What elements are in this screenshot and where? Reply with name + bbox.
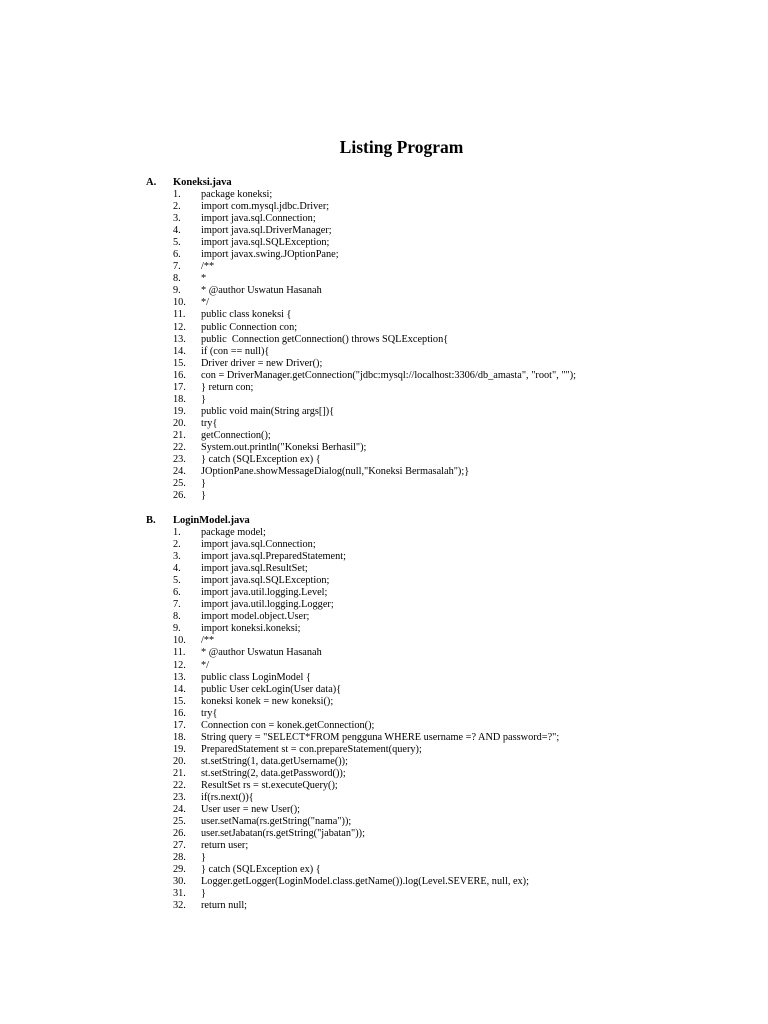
code-line <box>0 249 768 261</box>
line-code: import java.sql.PreparedStatement; <box>201 551 346 563</box>
line-number: 24. <box>173 804 186 816</box>
code-line <box>0 647 768 659</box>
line-code: try{ <box>201 707 218 719</box>
line-number: 18. <box>173 731 186 743</box>
line-number: 21. <box>173 767 186 779</box>
line-code: con = DriverManager.getConnection("jdbc:mysql://localhost:3306/db_amasta", "root", ""); <box>201 369 577 381</box>
line-code: return null; <box>201 900 248 912</box>
line-number: 26. <box>173 490 186 502</box>
line-number: 24. <box>173 466 186 478</box>
code-line <box>0 454 768 466</box>
line-number: 26. <box>173 828 186 840</box>
line-code: * <box>201 273 207 285</box>
line-code: import java.sql.Connection; <box>201 539 316 551</box>
code-line <box>0 442 768 454</box>
code-line <box>0 201 768 213</box>
line-number: 12. <box>173 321 186 333</box>
line-code: public void main(String args[]){ <box>201 405 335 417</box>
code-line <box>0 840 768 852</box>
line-number: 7. <box>173 261 181 273</box>
line-number: 4. <box>173 563 181 575</box>
line-number: 15. <box>173 695 186 707</box>
line-code: public class LoginModel { <box>201 671 311 683</box>
line-number: 19. <box>173 743 186 755</box>
code-listing <box>0 189 768 502</box>
line-code: ResultSet rs = st.executeQuery(); <box>201 779 338 791</box>
line-number: 11. <box>173 647 186 659</box>
code-line <box>0 828 768 840</box>
line-code: System.out.println("Koneksi Berhasil"); <box>201 441 367 453</box>
line-number: 9. <box>173 285 181 297</box>
line-code: public Connection getConnection() throws SQLException{ <box>201 333 449 345</box>
code-line <box>0 852 768 864</box>
code-line <box>0 708 768 720</box>
line-code: st.setString(1, data.getUsername()); <box>201 755 348 767</box>
code-line <box>0 406 768 418</box>
line-code: return user; <box>201 840 249 852</box>
line-number: 14. <box>173 345 186 357</box>
line-code: } <box>201 490 206 502</box>
line-code: } <box>201 393 206 405</box>
line-code: * @author Uswatun Hasanah <box>201 285 322 297</box>
line-code: user.setJabatan(rs.getString("jabatan")); <box>201 828 365 840</box>
line-number: 29. <box>173 864 186 876</box>
line-number: 27. <box>173 840 186 852</box>
code-line <box>0 888 768 900</box>
line-code: import java.util.logging.Logger; <box>201 599 334 611</box>
line-number: 9. <box>173 623 181 635</box>
line-code: import model.object.User; <box>201 611 310 623</box>
line-number: 31. <box>173 888 186 900</box>
line-number: 4. <box>173 225 181 237</box>
section-letter: B. <box>146 515 156 526</box>
line-number: 23. <box>173 792 186 804</box>
section-header <box>0 515 768 527</box>
line-code: * @author Uswatun Hasanah <box>201 647 322 659</box>
code-line <box>0 237 768 249</box>
code-line <box>0 418 768 430</box>
line-number: 2. <box>173 539 181 551</box>
line-number: 11. <box>173 309 186 321</box>
section-koneksi <box>0 177 768 502</box>
line-code: Driver driver = new Driver(); <box>201 357 323 369</box>
line-code: package model; <box>201 527 266 538</box>
line-code: Logger.getLogger(LoginModel.class.getName()).log(Level.SEVERE, null, ex); <box>201 876 529 888</box>
code-line <box>0 309 768 321</box>
code-line <box>0 792 768 804</box>
line-number: 13. <box>173 671 186 683</box>
line-number: 7. <box>173 599 181 611</box>
code-line <box>0 563 768 575</box>
line-code: public class koneksi { <box>201 309 292 321</box>
line-number: 22. <box>173 441 186 453</box>
code-line <box>0 720 768 732</box>
code-line <box>0 370 768 382</box>
section-file-name: LoginModel.java <box>173 515 250 526</box>
code-line <box>0 623 768 635</box>
section-login-model <box>0 515 768 913</box>
line-number: 17. <box>173 719 186 731</box>
line-code: JOptionPane.showMessageDialog(null,"Koneksi Bermasalah");} <box>201 466 470 478</box>
line-number: 2. <box>173 201 181 213</box>
section-letter: A. <box>146 177 157 188</box>
code-line <box>0 213 768 225</box>
line-number: 14. <box>173 683 186 695</box>
line-code: public Connection con; <box>201 321 298 333</box>
line-code: import java.sql.SQLException; <box>201 237 330 249</box>
line-code: public User cekLogin(User data){ <box>201 683 342 695</box>
line-number: 28. <box>173 852 186 864</box>
line-number: 20. <box>173 755 186 767</box>
line-number: 8. <box>173 273 181 285</box>
code-line <box>0 611 768 623</box>
line-number: 22. <box>173 779 186 791</box>
code-line <box>0 322 768 334</box>
line-number: 18. <box>173 393 186 405</box>
code-line <box>0 780 768 792</box>
code-line <box>0 575 768 587</box>
code-line <box>0 382 768 394</box>
line-number: 5. <box>173 575 181 587</box>
code-line <box>0 273 768 285</box>
line-number: 10. <box>173 297 186 309</box>
code-line <box>0 466 768 478</box>
line-number: 8. <box>173 611 181 623</box>
code-line <box>0 539 768 551</box>
line-code: } return con; <box>201 381 254 393</box>
line-code: User user = new User(); <box>201 804 301 816</box>
line-number: 20. <box>173 417 186 429</box>
code-line <box>0 635 768 647</box>
line-code: } <box>201 852 206 864</box>
code-line <box>0 744 768 756</box>
line-code: PreparedStatement st = con.prepareStatement(query); <box>201 743 422 755</box>
code-line <box>0 346 768 358</box>
code-line <box>0 768 768 780</box>
code-line <box>0 285 768 297</box>
code-line <box>0 864 768 876</box>
code-line <box>0 599 768 611</box>
line-number: 32. <box>173 900 186 912</box>
code-line <box>0 478 768 490</box>
line-code: */ <box>201 297 210 309</box>
line-code: user.setNama(rs.getString("nama")); <box>201 816 352 828</box>
code-line <box>0 225 768 237</box>
section-file-name: Koneksi.java <box>173 177 232 188</box>
line-number: 6. <box>173 587 181 599</box>
line-code: import com.mysql.jdbc.Driver; <box>201 201 330 213</box>
code-line <box>0 660 768 672</box>
line-number: 16. <box>173 369 186 381</box>
line-code: /** <box>201 261 215 273</box>
code-line <box>0 672 768 684</box>
code-line <box>0 551 768 563</box>
line-code: import javax.swing.JOptionPane; <box>201 249 339 261</box>
section-header <box>0 177 768 189</box>
line-number: 1. <box>173 527 181 538</box>
line-code: */ <box>201 659 210 671</box>
line-number: 30. <box>173 876 186 888</box>
line-number: 25. <box>173 816 186 828</box>
line-number: 10. <box>173 635 186 647</box>
line-code: getConnection(); <box>201 429 271 441</box>
line-code: } <box>201 478 206 490</box>
line-number: 12. <box>173 659 186 671</box>
line-code: try{ <box>201 417 218 429</box>
line-code: } <box>201 888 206 900</box>
code-line <box>0 876 768 888</box>
code-line <box>0 816 768 828</box>
line-number: 25. <box>173 478 186 490</box>
code-line <box>0 696 768 708</box>
line-code: import java.sql.Connection; <box>201 213 316 225</box>
line-code: package koneksi; <box>201 189 273 200</box>
line-code: import java.sql.DriverManager; <box>201 225 332 237</box>
code-line <box>0 527 768 539</box>
code-line <box>0 430 768 442</box>
page-title: Listing Program <box>339 137 464 157</box>
line-number: 5. <box>173 237 181 249</box>
line-number: 19. <box>173 405 186 417</box>
line-number: 1. <box>173 189 181 200</box>
line-code: /** <box>201 635 215 647</box>
code-listing <box>0 527 768 913</box>
line-number: 6. <box>173 249 181 261</box>
code-line <box>0 297 768 309</box>
line-code: if(rs.next()){ <box>201 792 254 804</box>
code-line <box>0 587 768 599</box>
line-code: import koneksi.koneksi; <box>201 623 301 635</box>
code-line <box>0 756 768 768</box>
line-code: import java.sql.ResultSet; <box>201 563 308 575</box>
line-code: st.setString(2, data.getPassword()); <box>201 767 346 779</box>
code-line <box>0 358 768 370</box>
line-code: Connection con = konek.getConnection(); <box>201 719 375 731</box>
line-code: import java.sql.SQLException; <box>201 575 330 587</box>
line-number: 23. <box>173 454 186 466</box>
line-number: 3. <box>173 551 181 563</box>
line-code: koneksi konek = new koneksi(); <box>201 695 334 707</box>
line-number: 21. <box>173 429 186 441</box>
line-code: import java.util.logging.Level; <box>201 587 328 599</box>
code-line <box>0 189 768 201</box>
line-code: if (con == null){ <box>201 345 270 357</box>
code-line <box>0 490 768 502</box>
line-code: } catch (SQLException ex) { <box>201 454 321 466</box>
line-number: 17. <box>173 381 186 393</box>
line-number: 15. <box>173 357 186 369</box>
line-number: 3. <box>173 213 181 225</box>
code-line <box>0 900 768 912</box>
code-line <box>0 261 768 273</box>
code-line <box>0 684 768 696</box>
code-line <box>0 394 768 406</box>
code-line <box>0 334 768 346</box>
code-line <box>0 732 768 744</box>
line-code: String query = "SELECT*FROM pengguna WHERE username =? AND password=?"; <box>201 731 560 743</box>
line-number: 13. <box>173 333 186 345</box>
line-code: } catch (SQLException ex) { <box>201 864 321 876</box>
code-line <box>0 804 768 816</box>
line-number: 16. <box>173 707 186 719</box>
